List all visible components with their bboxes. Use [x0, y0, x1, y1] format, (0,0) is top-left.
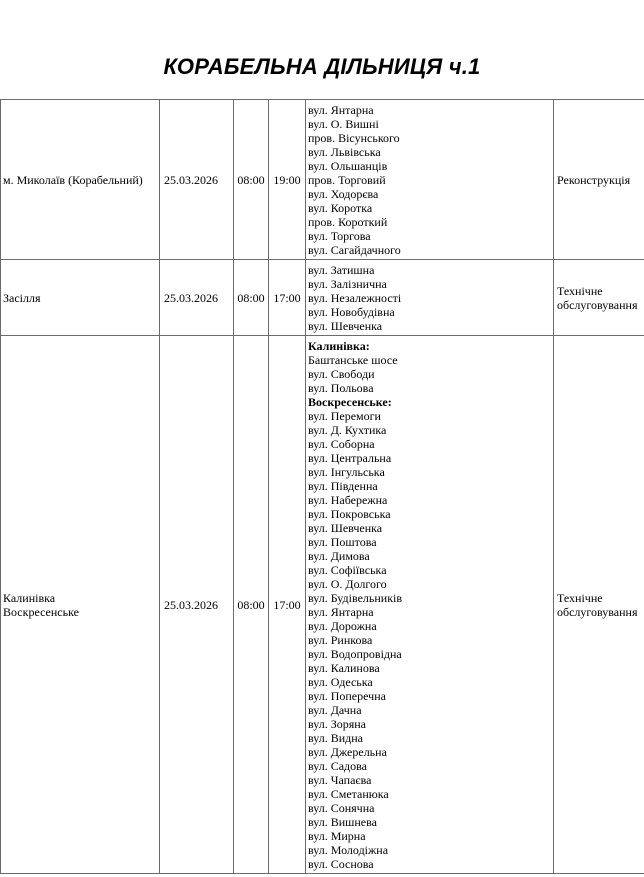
street-name: вул. Шевченка: [308, 319, 383, 333]
streets-cell: [306, 260, 554, 336]
street-name: вул. Калинова: [308, 661, 380, 675]
document-title: КОРАБЕЛЬНА ДІЛЬНИЦЯ ч.1: [163, 54, 481, 79]
street-name: пров. Короткий: [308, 215, 388, 229]
street-name: вул. Інгульська: [308, 465, 385, 479]
table-row: [1, 260, 644, 336]
street-name: вул. Торгова: [308, 229, 371, 243]
settlement-heading: Воскресенське:: [308, 395, 392, 409]
street-name: вул. Центральна: [308, 451, 392, 465]
street-name: вул. Дорожна: [308, 619, 377, 633]
street-name: вул. Джерельна: [308, 745, 387, 759]
street-name: вул. Поперечна: [308, 689, 386, 703]
street-name: вул. Новобудівна: [308, 305, 395, 319]
street-name: вул. Залізнична: [308, 277, 387, 291]
street-name: вул. Затишна: [308, 263, 375, 277]
locality-name: Калинівка: [3, 590, 56, 605]
outage-schedule-table: [0, 99, 644, 874]
street-name: вул. Д. Кухтика: [308, 423, 387, 437]
street-name: вул. Покровська: [308, 507, 391, 521]
street-name: вул. Мирна: [308, 829, 366, 843]
locality-name: Воскресенське: [3, 604, 79, 619]
work-type-cell: Технічне обслуговування: [554, 260, 644, 336]
street-name: вул. Молодіжна: [308, 843, 389, 857]
end-time-cell: 17:00: [269, 336, 306, 874]
street-name: вул. Соснова: [308, 857, 374, 871]
street-name: вул. Львівська: [308, 145, 381, 159]
date-cell: 25.03.2026: [160, 260, 234, 336]
date-cell: 25.03.2026: [160, 100, 234, 260]
streets-cell: [306, 100, 554, 260]
street-name: вул. Садова: [308, 759, 367, 773]
street-name: вул. Сагайдачного: [308, 243, 401, 257]
street-name: пров. Вісунського: [308, 131, 400, 145]
start-time-cell: 08:00: [234, 336, 269, 874]
street-name: вул. Незалежності: [308, 291, 402, 305]
locality-name: м. Миколаїв (Корабельний): [3, 172, 143, 187]
street-name: вул. Янтарна: [308, 103, 374, 117]
end-time-cell: 17:00: [269, 260, 306, 336]
streets-cell: [306, 336, 554, 874]
street-name: вул. Видна: [308, 731, 363, 745]
street-name: вул. Димова: [308, 549, 370, 563]
locality-cell: [1, 260, 160, 336]
street-name: вул. Будівельників: [308, 591, 403, 605]
street-name: вул. Свободи: [308, 367, 375, 381]
table-row: [1, 100, 644, 260]
street-name: вул. Вишнева: [308, 815, 377, 829]
date-cell: 25.03.2026: [160, 336, 234, 874]
street-name: вул. Софіївська: [308, 563, 387, 577]
street-name: пров. Торговий: [308, 173, 386, 187]
street-name: вул. Водопровідна: [308, 647, 402, 661]
street-name: вул. Набережна: [308, 493, 388, 507]
street-name: вул. О. Долгого: [308, 577, 387, 591]
settlement-heading: Калинівка:: [308, 339, 370, 353]
street-name: вул. Ходорєва: [308, 187, 379, 201]
street-name: вул. Дачна: [308, 703, 362, 717]
locality-cell: [1, 336, 160, 874]
table-body: [1, 100, 644, 874]
street-name: вул. Шевченка: [308, 521, 383, 535]
street-name: вул. Ринкова: [308, 633, 373, 647]
street-name: вул. Одеська: [308, 675, 373, 689]
street-name: вул. Соборна: [308, 437, 375, 451]
street-name: вул. Янтарна: [308, 605, 374, 619]
work-type-cell: Реконструкція: [554, 100, 644, 260]
street-name: вул. Зоряна: [308, 717, 366, 731]
street-name: вул. Перемоги: [308, 409, 381, 423]
street-name: вул. Коротка: [308, 201, 373, 215]
locality-name: Засілля: [3, 290, 41, 305]
start-time-cell: 08:00: [234, 260, 269, 336]
end-time-cell: 19:00: [269, 100, 306, 260]
street-name: вул. Поштова: [308, 535, 377, 549]
street-name: вул. Сонячна: [308, 801, 375, 815]
start-time-cell: 08:00: [234, 100, 269, 260]
street-name: вул. Ольшанців: [308, 159, 388, 173]
locality-cell: [1, 100, 160, 260]
street-name: вул. Польова: [308, 381, 374, 395]
table-row: [1, 336, 644, 874]
street-name: вул. О. Вишні: [308, 117, 379, 131]
work-type-cell: Технічне обслуговування: [554, 336, 644, 874]
street-name: вул. Південна: [308, 479, 378, 493]
street-name: вул. Чапаєва: [308, 773, 372, 787]
street-name: вул. Сметанюка: [308, 787, 389, 801]
street-name: Баштанське шосе: [308, 353, 398, 367]
